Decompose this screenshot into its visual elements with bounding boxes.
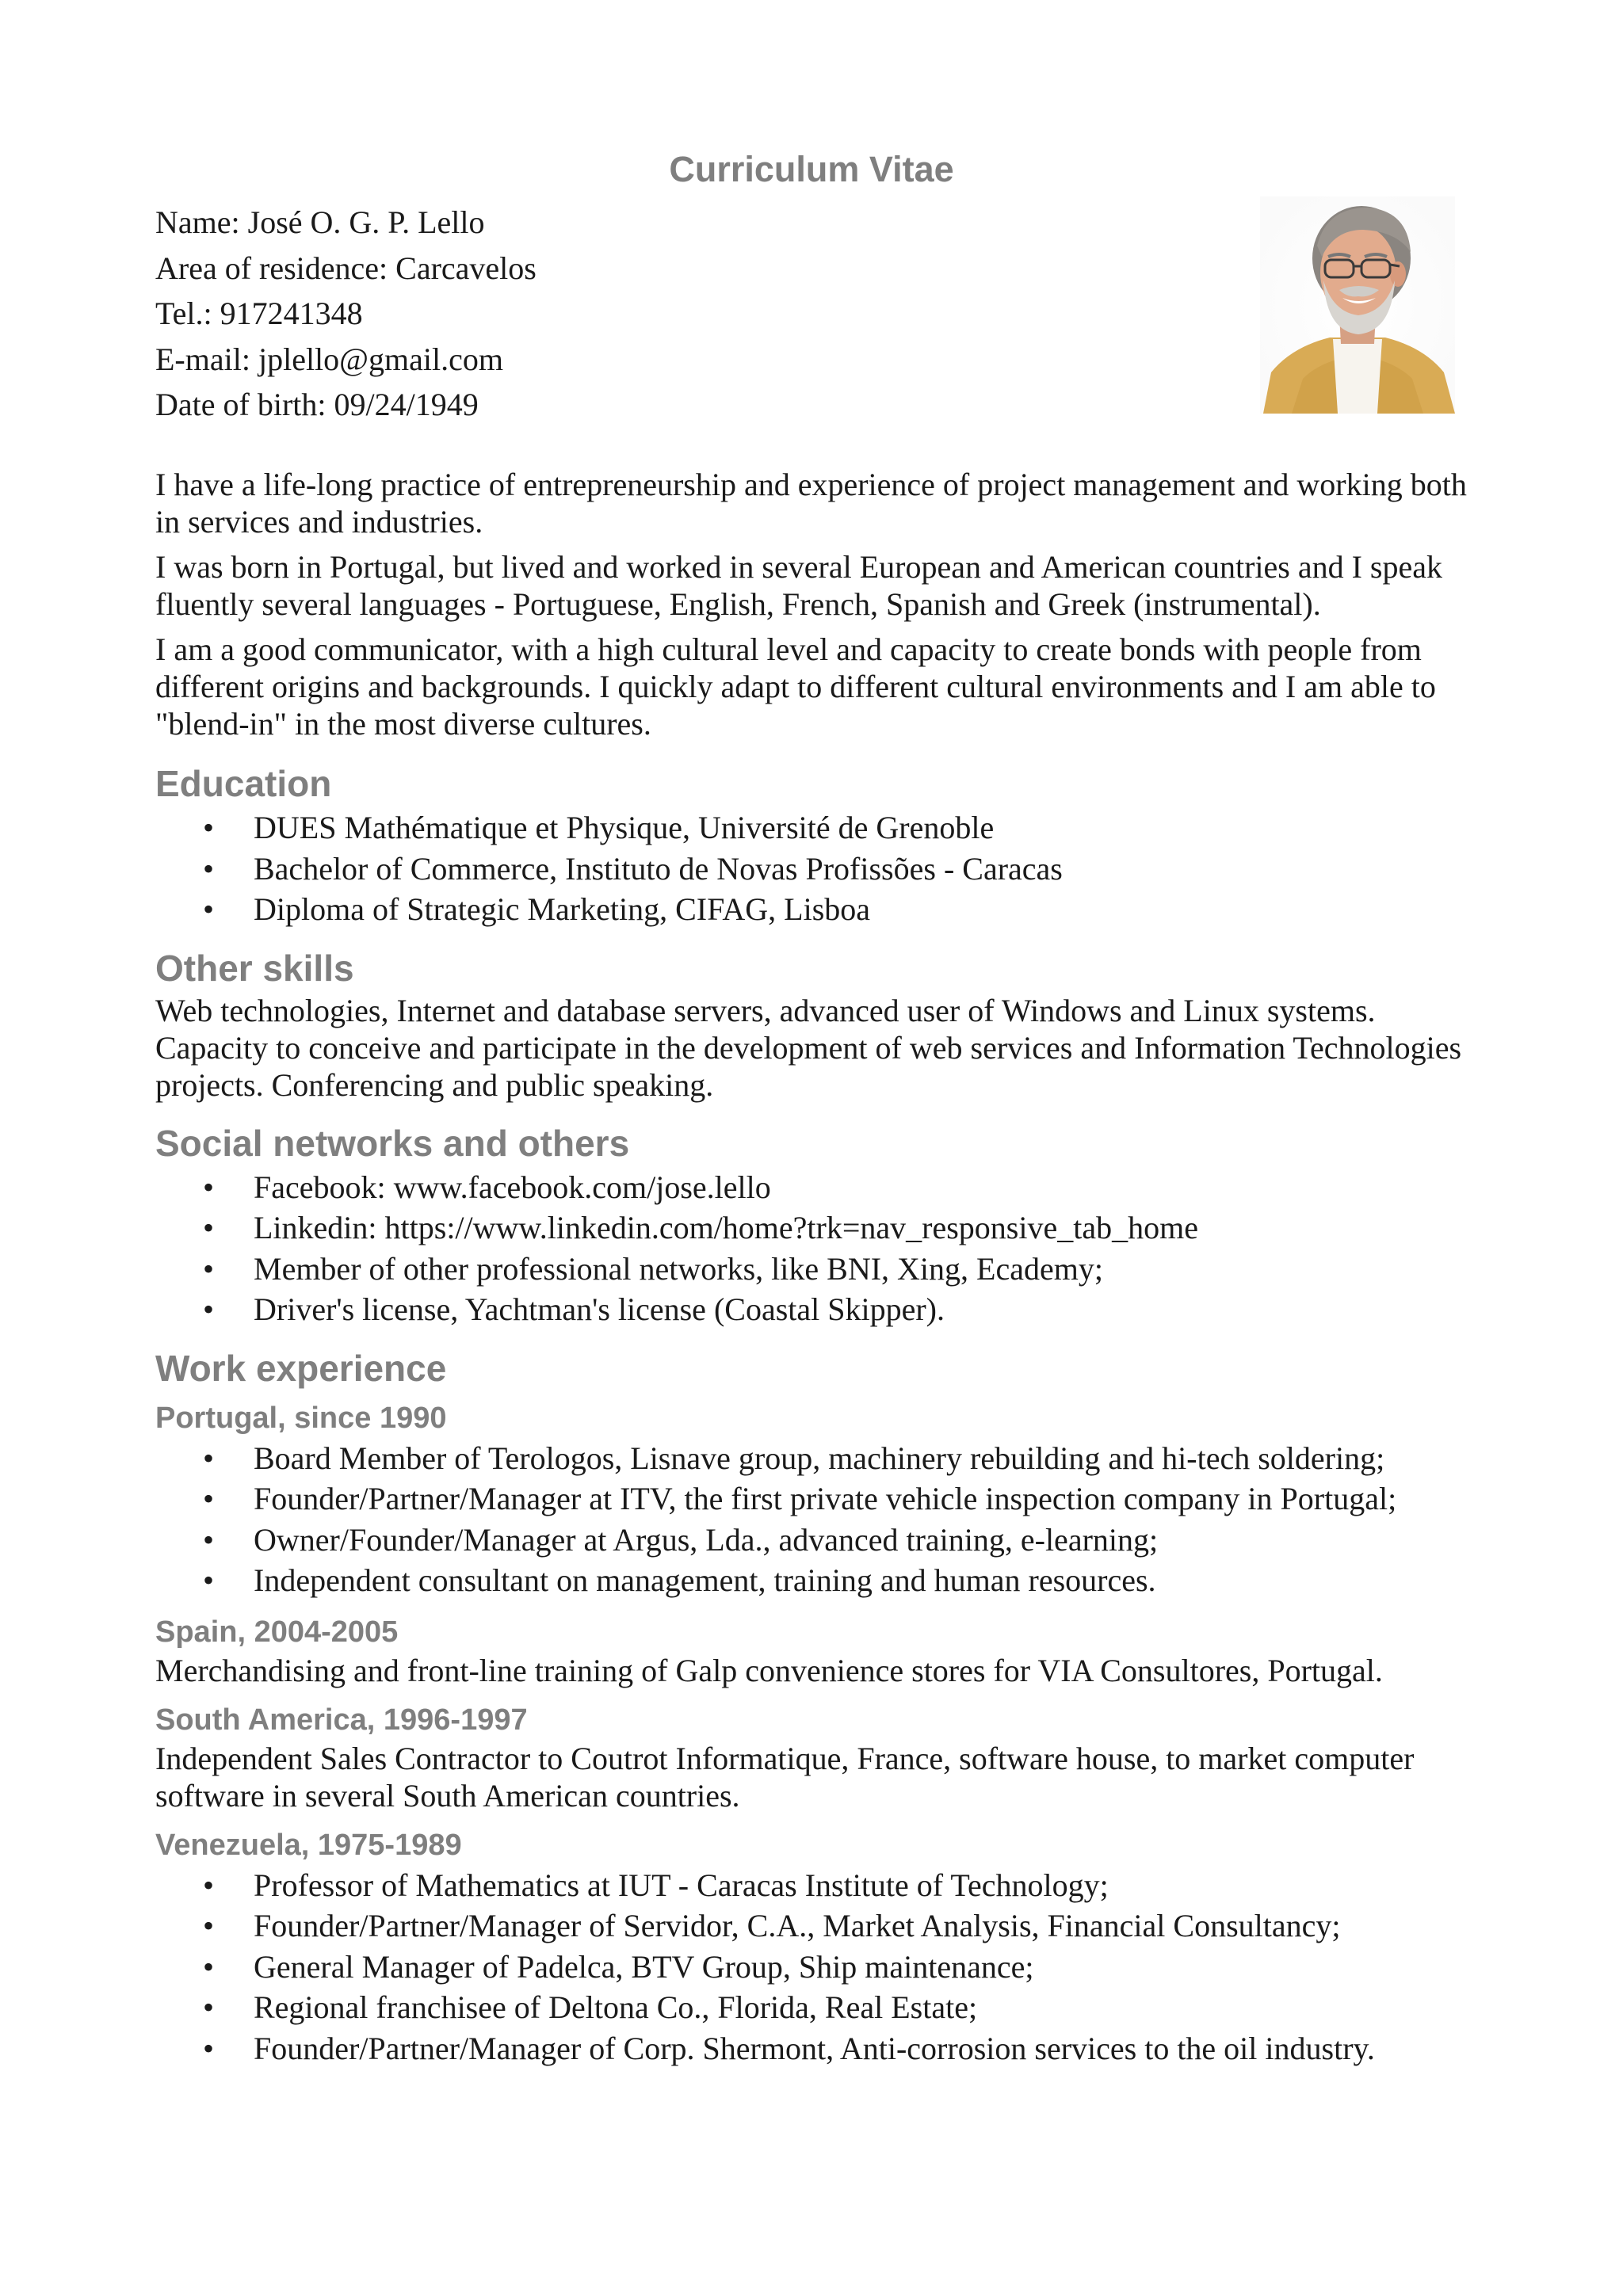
profile-photo <box>1260 196 1455 414</box>
residence-line: Area of residence: Carcavelos <box>155 250 537 286</box>
cv-content <box>155 466 1471 2069</box>
list-item: • Owner/Founder/Manager at Argus, Lda., advanced training, e-learning; <box>155 1520 1471 1561</box>
list-item: • Founder/Partner/Manager of Corp. Shermont, Anti-corrosion services to the oil industry. <box>155 2028 1471 2069</box>
list-item: • DUES Mathématique et Physique, Université de Grenoble <box>155 807 1471 849</box>
south-america-heading: South America, 1996-1997 <box>155 1703 528 1737</box>
intro-paragraph: I have a life-long practice of entrepreneurship and experience of project management and working both in services and industries. <box>155 467 1467 540</box>
spain-heading: Spain, 2004-2005 <box>155 1615 399 1649</box>
education-heading: Education <box>155 763 332 804</box>
list-item: • Founder/Partner/Manager at ITV, the first private vehicle inspection company in Portugal; <box>155 1478 1471 1520</box>
intro-paragraph: I am a good communicator, with a high cultural level and capacity to create bonds with people from different origins and backgrounds. I quickly adapt to different cultural environments and I am able to "blend-in" in the most diverse cultures. <box>155 631 1436 742</box>
skills-heading: Other skills <box>155 947 354 989</box>
personal-info <box>155 200 537 428</box>
social-list <box>155 1167 1471 1330</box>
list-item: • Diploma of Strategic Marketing, CIFAG, Lisboa <box>155 889 1471 930</box>
spain-paragraph: Merchandising and front-line training of Galp convenience stores for VIA Consultores, Portugal. <box>155 1652 1383 1688</box>
email-line: E-mail: jplello@gmail.com <box>155 341 503 377</box>
list-item: • Member of other professional networks, like BNI, Xing, Ecademy; <box>155 1249 1471 1290</box>
venezuela-heading: Venezuela, 1975-1989 <box>155 1828 462 1862</box>
education-list <box>155 807 1471 930</box>
list-item: • Independent consultant on management, training and human resources. <box>155 1560 1471 1601</box>
south-america-paragraph: Independent Sales Contractor to Coutrot Informatique, France, software house, to market computer software in several South American countries. <box>155 1740 1415 1814</box>
list-item: • Professor of Mathematics at IUT - Caracas Institute of Technology; <box>155 1865 1471 1906</box>
skills-paragraph: Web technologies, Internet and database servers, advanced user of Windows and Linux systems. Capacity to conceive and participate in the development of web services and Information Technologies projects. Conferencing and public speaking. <box>155 992 1462 1103</box>
list-item: • General Manager of Padelca, BTV Group, Ship maintenance; <box>155 1947 1471 1988</box>
document-title: Curriculum Vitae <box>669 149 954 189</box>
list-item: • Founder/Partner/Manager of Servidor, C.A., Market Analysis, Financial Consultancy; <box>155 1905 1471 1947</box>
social-heading: Social networks and others <box>155 1122 630 1164</box>
list-item: • Board Member of Terologos, Lisnave group, machinery rebuilding and hi-tech soldering; <box>155 1438 1471 1479</box>
list-item: • Facebook: www.facebook.com/jose.lello <box>155 1167 1471 1208</box>
work-heading: Work experience <box>155 1347 447 1389</box>
list-item: • Linkedin: https://www.linkedin.com/home?trk=nav_responsive_tab_home <box>155 1207 1471 1249</box>
list-item: • Bachelor of Commerce, Instituto de Novas Profissões - Caracas <box>155 849 1471 890</box>
intro-paragraph: I was born in Portugal, but lived and worked in several European and American countries and I speak fluently several languages - Portuguese, English, French, Spanish and Greek (instrumental). <box>155 549 1442 622</box>
name-line: Name: José O. G. P. Lello <box>155 204 485 240</box>
phone-line: Tel.: 917241348 <box>155 296 363 331</box>
birthdate-line: Date of birth: 09/24/1949 <box>155 387 479 422</box>
portugal-heading: Portugal, since 1990 <box>155 1401 447 1435</box>
list-item: • Driver's license, Yachtman's license (Coastal Skipper). <box>155 1289 1471 1330</box>
portugal-list <box>155 1438 1471 1601</box>
list-item: • Regional franchisee of Deltona Co., Florida, Real Estate; <box>155 1987 1471 2028</box>
venezuela-list <box>155 1865 1471 2069</box>
